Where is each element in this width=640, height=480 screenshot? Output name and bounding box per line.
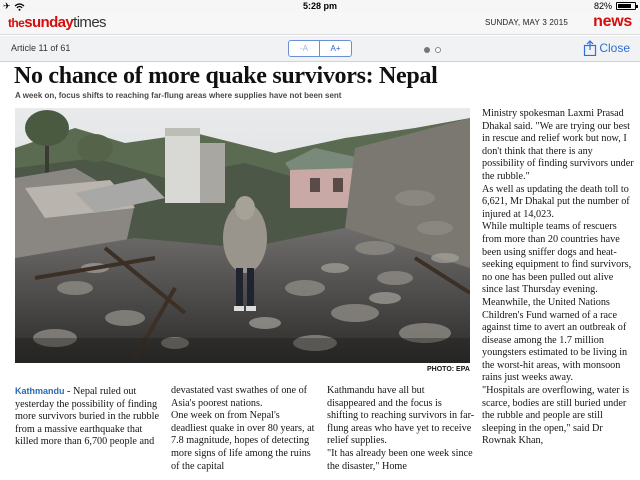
section-label: news: [593, 13, 632, 30]
logo-times: times: [73, 14, 106, 31]
photo-credit: PHOTO: EPA: [427, 366, 470, 373]
article-column-4: [482, 108, 634, 448]
logo-sunday: sunday: [24, 14, 74, 31]
font-decrease-button[interactable]: -A: [288, 40, 320, 57]
paragraph: "It has already been one week since the disaster," Home: [327, 447, 473, 472]
status-time: 5:28 pm: [302, 1, 337, 11]
article-headline: No chance of more quake survivors: Nepal: [14, 63, 438, 89]
article-column-2: [171, 385, 317, 473]
paragraph: devastated vast swathes of one of Asia's poorest nations.: [171, 385, 308, 409]
dateline: Kathmandu: [15, 386, 65, 396]
article-column-3: [327, 385, 475, 473]
page-dot[interactable]: [435, 47, 441, 53]
article-subhead: A week on, focus shifts to reaching far-flung areas where supplies have not been sent: [15, 91, 342, 100]
font-increase-button[interactable]: A+: [320, 40, 352, 57]
paragraph: [15, 385, 161, 449]
article-column-1: [15, 385, 161, 449]
font-size-controls: [288, 40, 352, 57]
share-icon[interactable]: [583, 40, 597, 56]
article-toolbar: [0, 36, 640, 62]
page-indicator[interactable]: [424, 47, 441, 53]
paragraph: One week on from Nepal's deadliest quake in over 80 years, at 7.8 magnitude, hopes of detecting more signs of life among the ruins of the capital: [171, 410, 315, 472]
logo: [8, 14, 106, 31]
masthead: [0, 13, 640, 35]
page-dot[interactable]: [424, 47, 430, 53]
paragraph: As well as updating the death toll to 6,621, Mr Dhakal put the number of injured at 14,023.: [482, 183, 630, 220]
logo-the: the: [8, 16, 25, 30]
paragraph: Kathmandu have all but disappeared and the focus is shifting to reaching survivors in far-flung areas who have yet to receive relief supplies.: [327, 385, 475, 447]
airplane-icon: ✈: [3, 1, 11, 11]
paragraph: "Hospitals are overflowing, water is scarce, bodies are still buried under the rubble and people are still sleeping in the open," said Dr Rownak Khan,: [482, 385, 630, 447]
article-photo[interactable]: [15, 108, 470, 363]
paragraph-text: - Nepal ruled out yesterday the possibility of finding more survivors buried in the rubble from a massive earthquake that killed more than 6,700 people and: [15, 386, 160, 448]
article-counter: Article 11 of 61: [11, 43, 71, 53]
battery-percent: 82%: [593, 1, 612, 11]
earthquake-ruins-image: [15, 108, 470, 363]
close-button[interactable]: Close: [599, 41, 630, 55]
edition-date: SUNDAY, MAY 3 2015: [484, 18, 568, 27]
paragraph: Ministry spokesman Laxmi Prasad Dhakal said. "We are trying our best in rescue and relief work but now, I don't think that there is any possibility of finding survivors under the rubble.": [482, 108, 634, 182]
status-bar: [0, 0, 640, 13]
paragraph: While multiple teams of rescuers from more than 20 countries have been using sniffer dogs and heat-seeking equipment to find survivors, no one has been pulled out alive since last Thursday evening.: [482, 221, 632, 296]
battery-icon: [616, 2, 636, 10]
paragraph: Meanwhile, the United Nations Children's Fund warned of a race against time to avert an outbreak of disease among the 1.7 million youngsters estimated to be living in the worst-hit areas, with monsoon rains just weeks away.: [482, 296, 628, 384]
